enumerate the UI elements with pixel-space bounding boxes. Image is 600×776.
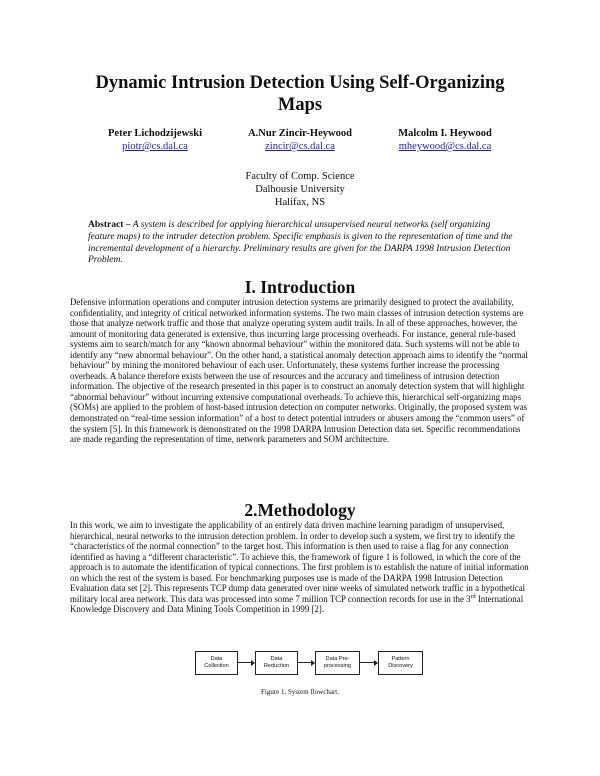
methodology-text: In this work, we aim to investigate the applicability of an entirely data driven machine learning paradigm of unsupervised, hierarchical, neural networks to the intrusion detection problem. In order to develop such a system, we first try to identify the “characteristics of the normal connection” to the target host. This information is then used to raise a flag for any connection identified as having a “different characteristic”. To achieve this, the framework of figure 1 is followed, in which the core of the approach is to automate the identification of typical connections. The first problem is to establish the nature of initial information on which the rest of the system is based. For benchmarking purposes use is made of the DARPA 1998 Intrusion Detection Evaluation data set [2]. This represents TCP dump data generated over nine weeks of simulated network traffic in a hypothetical military local area network. This data was processed into some 7 million TCP connection records for use in the 3	[70, 520, 529, 604]
abstract-text: A system is described for applying hierarchical unsupervised neural networks (self organizing feature maps) to the intruder detection problem. Specific emphasis is given to the representation of time and the incremental development of a hierarchy. Preliminary results are given for the DARPA 1998 Intrusion Detection Problem.	[88, 220, 513, 266]
author-email-link[interactable]: piotr@cs.dal.ca	[122, 141, 188, 152]
flowchart-box-label: Data	[270, 656, 283, 662]
system-flowchart	[195, 651, 425, 677]
affiliation-line: Halifax, NS	[274, 197, 326, 208]
author-block-3	[375, 127, 515, 153]
flowchart-box-label: Collection	[204, 663, 229, 669]
author-block-1	[90, 127, 220, 153]
author-email-link[interactable]: zincir@cs.dal.ca	[265, 141, 335, 152]
affiliation-line: Faculty of Comp. Science	[245, 171, 355, 182]
abstract	[88, 220, 518, 267]
flowchart-arrow	[360, 662, 377, 663]
affiliation-line: Dalhousie University	[255, 184, 345, 195]
flowchart-box-pattern-discovery	[378, 651, 423, 675]
section-heading-introduction: I. Introduction	[244, 277, 356, 297]
flowchart-arrow	[238, 662, 254, 663]
flowchart-box-label: Pattern	[391, 656, 410, 662]
flowchart-box-label: Discovery	[388, 663, 413, 669]
flowchart-box-label: Data	[210, 656, 223, 662]
author-name: Malcolm I. Heywood	[398, 128, 492, 139]
abstract-label: Abstract –	[88, 220, 131, 230]
author-block-2	[232, 127, 368, 153]
section-heading-methodology: 2.Methodology	[244, 500, 356, 520]
flowchart-box-label: Data Pre-	[325, 656, 350, 662]
author-name: A.Nur Zincir-Heywood	[248, 128, 352, 139]
flowchart-box-data-preprocessing	[315, 651, 360, 675]
paper-title: Dynamic Intrusion Detection Using Self-Organizing Maps	[95, 73, 505, 115]
methodology-text-tail: International Knowledge Discovery and Data Mining Tools Competition in 1999 [2].	[70, 593, 524, 615]
methodology-body	[70, 520, 532, 615]
flowchart-box-data-reduction	[255, 651, 298, 675]
figure-caption: Figure 1. System flowchart.	[261, 688, 339, 696]
flowchart-box-label: Reduction	[263, 663, 290, 669]
flowchart-arrow	[298, 662, 314, 663]
author-email-link[interactable]: mheywood@cs.dal.ca	[398, 141, 492, 152]
affiliation	[200, 170, 400, 209]
flowchart-box-data-collection	[195, 651, 238, 675]
introduction-body: Defensive information operations and computer intrusion detection systems are primarily designed to protect the availability, confidentiality, and integrity of critical networked information systems. The two main classes of intrusion detection systems are those that analyze network traffic and those that analyze operating system audit trails. In all of these approaches, however, the amount of monitoring data generated is extensive, thus incurring large processing overheads. For instance, general rule-based systems aim to search/match for any “known abnormal behaviour” within the monitored data. Such systems will not be able to identify any “new abnormal behaviour”. On the other hand, a statistical anomaly detection approach aims to identify the “normal behaviour” by mining the monitored behaviour of each user. Unfortunately, these systems further increase the processing overheads. A balance therefore exists between the use of resources and the accuracy and timeliness of intrusion detection information. The objective of the research presented in this paper is to construct an anomaly detection system that will highlight “abnormal behaviour” without incurring extensive computational overheads. To achieve this, hierarchical self-organizing maps (SOMs) are applied to the problem of host-based intrusion detection on computer networks. Originally, the proposed system was demonstrated on “real-time session information” of a host to detect potential intruders or abusers among the “common users” of the system [5]. In this framework is demonstrated on the 1998 DARPA Intrusion Detection data set. Specific recommendations are made regarding the representation of time, network parameters and SOM architecture.	[70, 297, 528, 445]
flowchart-box-label: processing	[323, 663, 352, 669]
superscript: rd	[470, 593, 476, 600]
author-name: Peter Lichodzijewski	[108, 128, 202, 139]
